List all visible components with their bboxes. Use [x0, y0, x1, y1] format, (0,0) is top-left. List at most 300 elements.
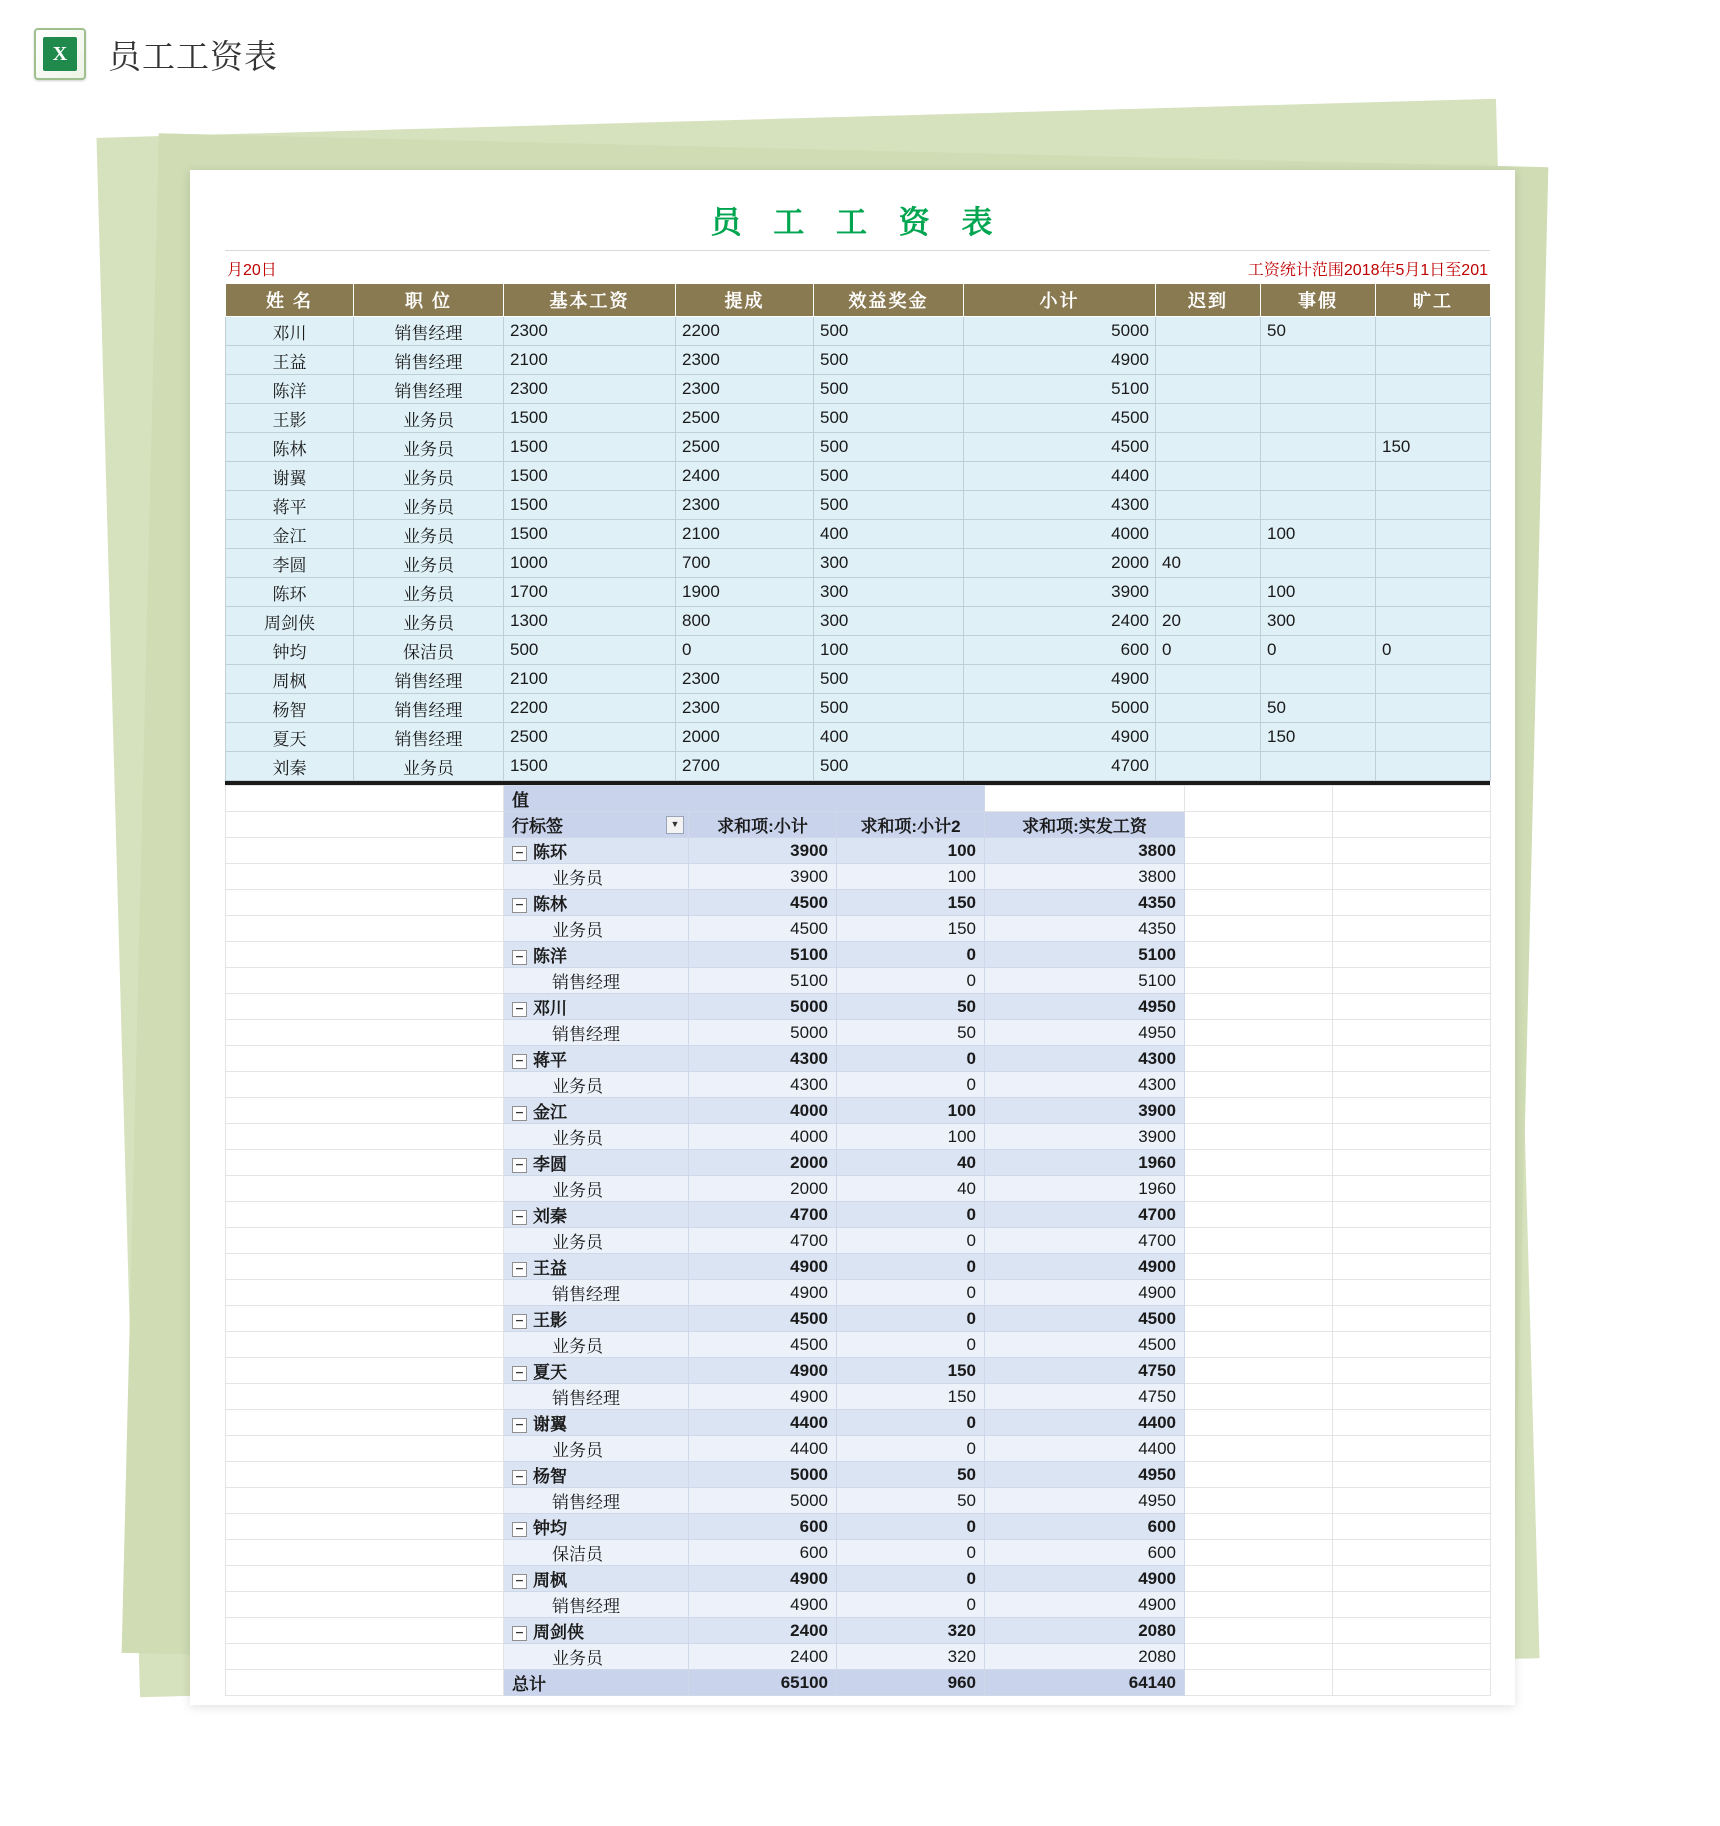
cell-commission: 2200: [676, 317, 814, 346]
empty-cell: [1333, 1332, 1491, 1358]
empty-cell: [1185, 1384, 1333, 1410]
pivot-cell-subtotal: 4400: [689, 1436, 837, 1462]
pivot-cell-subtotal2: 150: [837, 1358, 985, 1384]
empty-cell: [226, 1436, 504, 1462]
cell-late: [1156, 346, 1261, 375]
pivot-row-group: [226, 1202, 1491, 1228]
pivot-cell-net: 4900: [985, 1254, 1185, 1280]
pivot-group-label[interactable]: − 谢翼: [504, 1410, 689, 1436]
pivot-cell-subtotal2: 50: [837, 994, 985, 1020]
pivot-row-item: [226, 1228, 1491, 1254]
pivot-item-label: 业务员: [504, 916, 689, 942]
pivot-row-item: [226, 968, 1491, 994]
pivot-item-label: 销售经理: [504, 1280, 689, 1306]
pivot-cell-subtotal: 4500: [689, 1306, 837, 1332]
cell-commission: 2100: [676, 520, 814, 549]
cell-leave: 300: [1261, 607, 1376, 636]
cell-base-salary: 1300: [504, 607, 676, 636]
cell-base-salary: 1500: [504, 404, 676, 433]
empty-cell: [226, 1228, 504, 1254]
pivot-cell-subtotal: 5000: [689, 1020, 837, 1046]
pivot-row-item: [226, 1488, 1491, 1514]
empty-cell: [1333, 890, 1491, 916]
cell-position: 业务员: [354, 491, 504, 520]
cell-name: 陈环: [226, 578, 354, 607]
col-commission: 提成: [676, 284, 814, 317]
empty-cell: [1333, 1462, 1491, 1488]
pivot-group-label[interactable]: − 刘秦: [504, 1202, 689, 1228]
pivot-item-label: 业务员: [504, 864, 689, 890]
collapse-icon[interactable]: −: [512, 1626, 527, 1641]
col-absent: 旷工: [1376, 284, 1491, 317]
cell-position: 业务员: [354, 404, 504, 433]
empty-cell: [1185, 1410, 1333, 1436]
cell-leave: [1261, 752, 1376, 781]
cell-subtotal: 4500: [964, 404, 1156, 433]
cell-base-salary: 2500: [504, 723, 676, 752]
pivot-group-label[interactable]: − 杨智: [504, 1462, 689, 1488]
cell-subtotal: 4900: [964, 346, 1156, 375]
pivot-cell-subtotal2: 150: [837, 1384, 985, 1410]
cell-commission: 2700: [676, 752, 814, 781]
empty-cell: [1185, 1228, 1333, 1254]
pivot-group-label[interactable]: − 周枫: [504, 1566, 689, 1592]
pivot-group-label[interactable]: − 钟均: [504, 1514, 689, 1540]
pivot-cell-subtotal: 2400: [689, 1618, 837, 1644]
pivot-cell-subtotal2: 100: [837, 864, 985, 890]
pivot-cell-subtotal2: 40: [837, 1176, 985, 1202]
cell-name: 王影: [226, 404, 354, 433]
cell-bonus: 400: [814, 520, 964, 549]
cell-late: 0: [1156, 636, 1261, 665]
empty-cell: [1185, 1072, 1333, 1098]
empty-cell: [1333, 1150, 1491, 1176]
pivot-row-item: [226, 1644, 1491, 1670]
cell-bonus: 500: [814, 462, 964, 491]
pivot-row-group: [226, 942, 1491, 968]
excel-glyph: X: [43, 37, 77, 71]
empty-cell: [1185, 1436, 1333, 1462]
empty-cell: [1333, 1670, 1491, 1696]
pivot-cell-subtotal: 4900: [689, 1280, 837, 1306]
cell-position: 业务员: [354, 549, 504, 578]
cell-commission: 1900: [676, 578, 814, 607]
worksheet-paper: [190, 170, 1515, 1705]
pivot-cell-subtotal: 2000: [689, 1176, 837, 1202]
collapse-icon[interactable]: −: [512, 1366, 527, 1381]
empty-cell: [1185, 1280, 1333, 1306]
cell-late: 20: [1156, 607, 1261, 636]
pivot-cell-subtotal2: 0: [837, 1332, 985, 1358]
pivot-cell-subtotal2: 40: [837, 1150, 985, 1176]
pivot-cell-subtotal: 4900: [689, 1358, 837, 1384]
empty-cell: [1333, 864, 1491, 890]
cell-leave: [1261, 404, 1376, 433]
cell-position: 销售经理: [354, 694, 504, 723]
empty-cell: [1333, 994, 1491, 1020]
cell-bonus: 500: [814, 491, 964, 520]
empty-cell: [985, 786, 1185, 812]
cell-name: 杨智: [226, 694, 354, 723]
empty-cell: [1333, 1514, 1491, 1540]
pivot-cell-subtotal: 4900: [689, 1592, 837, 1618]
table-row: [226, 520, 1491, 549]
pivot-cell-net: 4400: [985, 1410, 1185, 1436]
pivot-group-label[interactable]: − 陈洋: [504, 942, 689, 968]
empty-cell: [226, 1462, 504, 1488]
col-late: 迟到: [1156, 284, 1261, 317]
pivot-cell-net: 3800: [985, 864, 1185, 890]
pivot-row-item: [226, 1072, 1491, 1098]
empty-cell: [1333, 1254, 1491, 1280]
pivot-cell-net: 4300: [985, 1072, 1185, 1098]
pivot-cell-subtotal: 4900: [689, 1254, 837, 1280]
pivot-group-label[interactable]: − 周剑侠: [504, 1618, 689, 1644]
worksheet-content: [225, 175, 1490, 1696]
cell-bonus: 300: [814, 607, 964, 636]
collapse-icon[interactable]: −: [512, 1106, 527, 1121]
pivot-group-label[interactable]: − 夏天: [504, 1358, 689, 1384]
pivot-total-label: 总计: [504, 1670, 689, 1696]
pivot-cell-net: 4500: [985, 1306, 1185, 1332]
empty-cell: [226, 968, 504, 994]
cell-name: 刘秦: [226, 752, 354, 781]
cell-bonus: 500: [814, 375, 964, 404]
cell-base-salary: 1500: [504, 433, 676, 462]
pivot-table-wrap: [225, 785, 1490, 1696]
empty-cell: [226, 1306, 504, 1332]
pivot-cell-subtotal2: 0: [837, 1254, 985, 1280]
pivot-row-group: [226, 1306, 1491, 1332]
empty-cell: [1185, 1254, 1333, 1280]
empty-cell: [1185, 812, 1333, 838]
cell-late: [1156, 317, 1261, 346]
pivot-group-label[interactable]: − 李圆: [504, 1150, 689, 1176]
empty-cell: [226, 1514, 504, 1540]
empty-cell: [1333, 1436, 1491, 1462]
pivot-item-label: 销售经理: [504, 1592, 689, 1618]
pivot-cell-net: 600: [985, 1540, 1185, 1566]
empty-cell: [1333, 942, 1491, 968]
cell-subtotal: 2000: [964, 549, 1156, 578]
empty-cell: [1333, 1020, 1491, 1046]
cell-subtotal: 4700: [964, 752, 1156, 781]
col-position: 职 位: [354, 284, 504, 317]
collapse-icon[interactable]: −: [512, 1470, 527, 1485]
empty-cell: [1333, 1540, 1491, 1566]
cell-leave: 100: [1261, 520, 1376, 549]
empty-cell: [226, 1540, 504, 1566]
empty-cell: [1333, 1592, 1491, 1618]
empty-cell: [1185, 890, 1333, 916]
cell-commission: 0: [676, 636, 814, 665]
cell-position: 业务员: [354, 462, 504, 491]
cell-commission: 800: [676, 607, 814, 636]
pivot-cell-net: 4950: [985, 1462, 1185, 1488]
collapse-icon[interactable]: −: [512, 1054, 527, 1069]
worksheet-subheader: [225, 251, 1490, 283]
pivot-row-group: [226, 1150, 1491, 1176]
cell-absent: [1376, 723, 1491, 752]
table-row: [226, 607, 1491, 636]
cell-absent: 150: [1376, 433, 1491, 462]
cell-base-salary: 2100: [504, 346, 676, 375]
empty-cell: [226, 1670, 504, 1696]
cell-position: 业务员: [354, 607, 504, 636]
pivot-row-item: [226, 916, 1491, 942]
pivot-row-item: [226, 1384, 1491, 1410]
cell-subtotal: 5100: [964, 375, 1156, 404]
pivot-row-item: [226, 1540, 1491, 1566]
pivot-cell-net: 4900: [985, 1280, 1185, 1306]
empty-cell: [1185, 1618, 1333, 1644]
pivot-row-group: [226, 1618, 1491, 1644]
cell-late: [1156, 665, 1261, 694]
cell-subtotal: 5000: [964, 317, 1156, 346]
pivot-group-label[interactable]: − 蒋平: [504, 1046, 689, 1072]
empty-cell: [1333, 1098, 1491, 1124]
empty-cell: [1185, 1098, 1333, 1124]
cell-subtotal: 4900: [964, 723, 1156, 752]
cell-late: 40: [1156, 549, 1261, 578]
pivot-cell-net: 4900: [985, 1566, 1185, 1592]
pivot-cell-subtotal2: 100: [837, 1098, 985, 1124]
empty-cell: [226, 1332, 504, 1358]
pivot-row-item: [226, 1020, 1491, 1046]
empty-cell: [226, 1280, 504, 1306]
pivot-cell-subtotal: 2000: [689, 1150, 837, 1176]
pivot-column-header-2: 求和项:小计2: [837, 812, 985, 838]
pivot-cell-net: 4300: [985, 1046, 1185, 1072]
collapse-icon[interactable]: −: [512, 1418, 527, 1433]
collapse-icon[interactable]: −: [512, 898, 527, 913]
pivot-cell-net: 3800: [985, 838, 1185, 864]
pivot-cell-net: 4700: [985, 1202, 1185, 1228]
cell-subtotal: 600: [964, 636, 1156, 665]
cell-leave: [1261, 462, 1376, 491]
pivot-cell-subtotal: 4900: [689, 1566, 837, 1592]
collapse-icon[interactable]: −: [512, 1522, 527, 1537]
pivot-cell-subtotal: 4500: [689, 916, 837, 942]
collapse-icon[interactable]: −: [512, 950, 527, 965]
pivot-cell-net: 4750: [985, 1358, 1185, 1384]
pivot-row-item: [226, 1280, 1491, 1306]
pivot-cell-subtotal2: 0: [837, 1514, 985, 1540]
pivot-group-label[interactable]: − 邓川: [504, 994, 689, 1020]
cell-absent: [1376, 491, 1491, 520]
cell-bonus: 500: [814, 665, 964, 694]
cell-leave: 50: [1261, 694, 1376, 723]
pivot-group-label[interactable]: − 王益: [504, 1254, 689, 1280]
col-bonus: 效益奖金: [814, 284, 964, 317]
table-row: [226, 433, 1491, 462]
collapse-icon[interactable]: −: [512, 1314, 527, 1329]
table-row: [226, 752, 1491, 781]
cell-name: 邓川: [226, 317, 354, 346]
pivot-cell-subtotal: 4700: [689, 1202, 837, 1228]
empty-cell: [1333, 838, 1491, 864]
cell-bonus: 300: [814, 578, 964, 607]
pivot-row-group: [226, 1566, 1491, 1592]
pivot-cell-subtotal2: 150: [837, 916, 985, 942]
pivot-cell-net: 1960: [985, 1150, 1185, 1176]
filter-dropdown-icon[interactable]: ▼: [666, 816, 684, 834]
table-row: [226, 317, 1491, 346]
cell-leave: 0: [1261, 636, 1376, 665]
empty-cell: [1185, 1566, 1333, 1592]
cell-absent: [1376, 607, 1491, 636]
cell-subtotal: 4400: [964, 462, 1156, 491]
empty-cell: [226, 786, 504, 812]
empty-cell: [1185, 1332, 1333, 1358]
pivot-cell-subtotal: 600: [689, 1540, 837, 1566]
empty-cell: [226, 1254, 504, 1280]
pivot-row-item: [226, 1332, 1491, 1358]
cell-leave: [1261, 346, 1376, 375]
pivot-cell-net: 3900: [985, 1098, 1185, 1124]
pivot-cell-net: 4950: [985, 1020, 1185, 1046]
pivot-cell-subtotal: 4400: [689, 1410, 837, 1436]
cell-absent: [1376, 752, 1491, 781]
empty-cell: [226, 1176, 504, 1202]
pivot-item-label: 业务员: [504, 1124, 689, 1150]
pivot-cell-net: 4350: [985, 890, 1185, 916]
empty-cell: [1333, 1306, 1491, 1332]
cell-subtotal: 3900: [964, 578, 1156, 607]
empty-cell: [226, 1358, 504, 1384]
cell-late: [1156, 520, 1261, 549]
pivot-item-label: 销售经理: [504, 1384, 689, 1410]
pivot-group-label[interactable]: − 王影: [504, 1306, 689, 1332]
cell-commission: 2500: [676, 404, 814, 433]
cell-subtotal: 4300: [964, 491, 1156, 520]
pivot-group-label[interactable]: − 金江: [504, 1098, 689, 1124]
cell-bonus: 500: [814, 694, 964, 723]
cell-leave: 50: [1261, 317, 1376, 346]
cell-late: [1156, 723, 1261, 752]
pivot-row-group: [226, 1462, 1491, 1488]
pivot-cell-net: 4350: [985, 916, 1185, 942]
pivot-cell-subtotal2: 100: [837, 838, 985, 864]
empty-cell: [1185, 1020, 1333, 1046]
empty-cell: [226, 1046, 504, 1072]
pivot-cell-subtotal: 4500: [689, 1332, 837, 1358]
cell-commission: 2400: [676, 462, 814, 491]
pivot-row-group: [226, 1254, 1491, 1280]
col-leave: 事假: [1261, 284, 1376, 317]
pivot-table: [225, 785, 1491, 1696]
pivot-group-label[interactable]: − 陈林: [504, 890, 689, 916]
pivot-row-group: [226, 994, 1491, 1020]
empty-cell: [1185, 1592, 1333, 1618]
cell-commission: 700: [676, 549, 814, 578]
table-row: [226, 694, 1491, 723]
empty-cell: [226, 890, 504, 916]
empty-cell: [1333, 1358, 1491, 1384]
cell-absent: [1376, 317, 1491, 346]
cell-absent: [1376, 346, 1491, 375]
pivot-row-item: [226, 864, 1491, 890]
empty-cell: [1185, 916, 1333, 942]
collapse-icon[interactable]: −: [512, 1158, 527, 1173]
table-row: [226, 723, 1491, 752]
empty-cell: [1185, 1306, 1333, 1332]
table-row: [226, 404, 1491, 433]
cell-name: 陈林: [226, 433, 354, 462]
pivot-header-row: [226, 812, 1491, 838]
pivot-values-header-row: [226, 786, 1491, 812]
empty-cell: [226, 916, 504, 942]
cell-commission: 2300: [676, 346, 814, 375]
cell-absent: [1376, 694, 1491, 723]
empty-cell: [1185, 1176, 1333, 1202]
cell-name: 李圆: [226, 549, 354, 578]
pivot-cell-subtotal2: 320: [837, 1644, 985, 1670]
pivot-cell-subtotal2: 0: [837, 1410, 985, 1436]
pivot-cell-subtotal2: 0: [837, 1540, 985, 1566]
cell-name: 周枫: [226, 665, 354, 694]
cell-leave: [1261, 665, 1376, 694]
pivot-cell-net: 4950: [985, 994, 1185, 1020]
pivot-group-label[interactable]: − 陈环: [504, 838, 689, 864]
cell-bonus: 500: [814, 346, 964, 375]
pivot-row-group: [226, 1410, 1491, 1436]
cell-base-salary: 2300: [504, 317, 676, 346]
pivot-row-item: [226, 1124, 1491, 1150]
collapse-icon[interactable]: −: [512, 1002, 527, 1017]
pivot-cell-subtotal: 4900: [689, 1384, 837, 1410]
empty-cell: [226, 1150, 504, 1176]
date-label: 月20日: [227, 261, 277, 279]
cell-name: 金江: [226, 520, 354, 549]
pivot-cell-subtotal: 3900: [689, 864, 837, 890]
pivot-row-group: [226, 1046, 1491, 1072]
pivot-item-label: 销售经理: [504, 1488, 689, 1514]
pivot-cell-net: 4400: [985, 1436, 1185, 1462]
cell-commission: 2500: [676, 433, 814, 462]
collapse-icon[interactable]: −: [512, 1574, 527, 1589]
cell-base-salary: 2100: [504, 665, 676, 694]
pivot-cell-subtotal: 5000: [689, 1488, 837, 1514]
cell-leave: 150: [1261, 723, 1376, 752]
cell-absent: [1376, 375, 1491, 404]
table-row: [226, 462, 1491, 491]
pivot-cell-subtotal2: 0: [837, 1566, 985, 1592]
worksheet-title: 员 工 工 资 表: [225, 175, 1490, 251]
empty-cell: [1185, 1644, 1333, 1670]
empty-cell: [226, 1202, 504, 1228]
collapse-icon[interactable]: −: [512, 846, 527, 861]
empty-cell: [1185, 1462, 1333, 1488]
empty-cell: [226, 1644, 504, 1670]
pivot-cell-net: 600: [985, 1514, 1185, 1540]
empty-cell: [1185, 1514, 1333, 1540]
collapse-icon[interactable]: −: [512, 1210, 527, 1225]
cell-bonus: 500: [814, 752, 964, 781]
empty-cell: [1333, 1046, 1491, 1072]
pivot-row-label-header[interactable]: [504, 812, 689, 838]
collapse-icon[interactable]: −: [512, 1262, 527, 1277]
pivot-item-label: 保洁员: [504, 1540, 689, 1566]
cell-late: [1156, 375, 1261, 404]
pivot-item-label: 业务员: [504, 1228, 689, 1254]
empty-cell: [1333, 1488, 1491, 1514]
empty-cell: [226, 1384, 504, 1410]
excel-file-icon: [34, 28, 86, 80]
pivot-cell-net: 5100: [985, 942, 1185, 968]
cell-absent: [1376, 520, 1491, 549]
pivot-cell-subtotal: 3900: [689, 838, 837, 864]
